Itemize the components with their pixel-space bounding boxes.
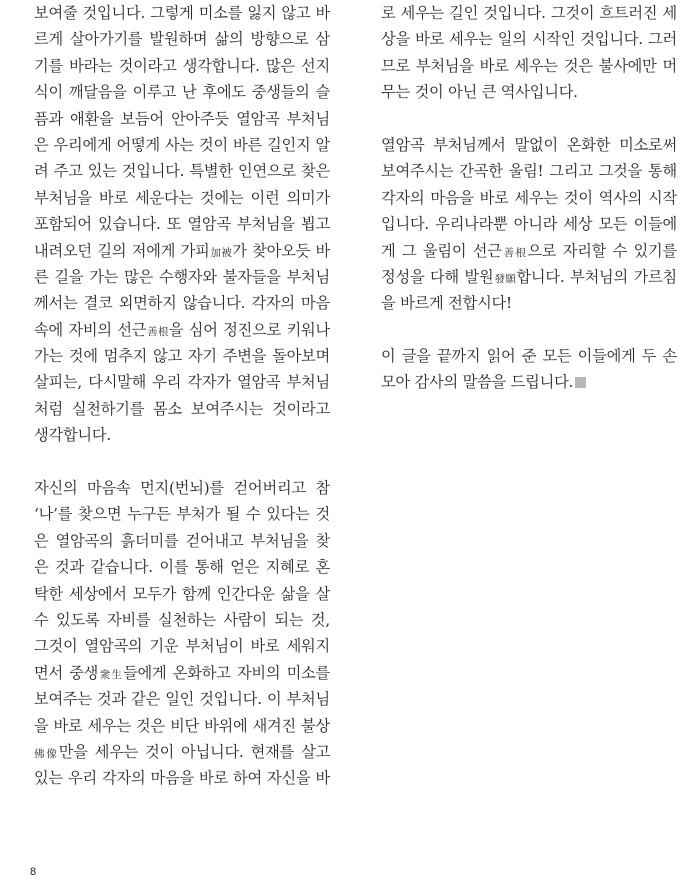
text-line: 상을 바로 세우는 일의 시작인 것입니다. 그러: [381, 30, 677, 49]
hanja-annotation: 佛像: [34, 747, 59, 760]
text-segment: 속에 자비의 선근: [34, 320, 147, 339]
left-paragraph-2: [34, 475, 330, 792]
text-line: 있는 우리 각자의 마음을 바로 하여 자신을 바: [34, 769, 330, 788]
text-line: 을 바로 세우는 것은 비단 바위에 새겨진 불상: [34, 716, 330, 735]
text-line: 부처님을 바로 세운다는 것에는 이런 의미가: [34, 188, 330, 207]
text-line: 식이 깨달음을 이루고 난 후에도 중생들의 슬: [34, 83, 330, 102]
text-line: 로 세우는 길인 것입니다. 그것이 흐트러진 세: [381, 4, 677, 22]
text-line: 이 글을 끝까지 읽어 준 모든 이들에게 두 손: [381, 347, 677, 366]
text-line: 은 것과 같습니다. 이를 통해 얻은 지혜로 혼: [34, 558, 330, 577]
text-line: 보여줄 것입니다. 그렇게 미소를 잃지 않고 바: [34, 4, 330, 22]
text-line: 은 우리에게 어떻게 사는 것이 바른 길인지 알: [34, 135, 330, 154]
text-segment: 을 심어 정진으로 키워나: [168, 320, 330, 339]
text-segment: 면서 중생: [34, 663, 99, 682]
text-line: 각자의 마음을 바로 세우는 것이 역사의 시작: [381, 188, 677, 207]
text-line: 픔과 애환을 보듬어 안아주듯 열암곡 부처님: [34, 109, 330, 128]
paragraph-gap: [381, 106, 677, 132]
text-line: [34, 660, 330, 686]
right-paragraph-2: [381, 132, 677, 317]
text-line: ‘나’를 찾으면 누구든 부처가 될 수 있다는 것: [34, 505, 330, 524]
text-line: 처럼 실천하기를 몸소 보여주시는 것이라고: [34, 399, 330, 418]
text-segment: 정성을 다해 발원: [381, 267, 494, 286]
text-line: 수 있도록 자비를 실천하는 사람이 되는 것,: [34, 610, 330, 629]
text-line: 므로 부처님을 바로 세우는 것은 불사에만 머: [381, 56, 677, 75]
text-line: [381, 369, 677, 395]
left-column: [34, 0, 330, 792]
text-line: 르게 살아가기를 발원하며 삶의 방향으로 삼: [34, 30, 330, 49]
text-line: [34, 317, 330, 343]
text-line: 그것이 열암곡의 기운 부처님이 바로 세워지: [34, 637, 330, 656]
text-line: 른 길을 가는 많은 수행자와 불자들을 부처님: [34, 267, 330, 286]
text-line: 을 바르게 전합시다!: [381, 294, 512, 313]
hanja-annotation: 善根: [146, 325, 169, 338]
hanja-annotation: 發願: [493, 272, 517, 285]
paragraph-gap: [34, 449, 330, 475]
text-line: 은 열암곡의 흙더미를 걷어내고 부처님을 찾: [34, 531, 330, 550]
text-line: 살피는, 다시말해 우리 각자가 열암곡 부처님: [34, 373, 330, 392]
page-number: 8: [30, 866, 37, 878]
text-segment: 모아 감사의 말씀을 드립니다.: [381, 373, 574, 392]
paragraph-gap: [381, 317, 677, 343]
text-line: 탁한 세상에서 모두가 함께 인간다운 삶을 살: [34, 584, 330, 603]
text-line: 보여주는 것과 같은 일인 것입니다. 이 부처님: [34, 690, 330, 709]
text-segment: 합니다. 부처님의 가르침: [516, 267, 677, 286]
text-line: 입니다. 우리나라뿐 아니라 세상 모든 이들에: [381, 215, 677, 234]
right-paragraph-3: [381, 343, 677, 396]
text-line: [34, 739, 330, 765]
text-line: 포함되어 있습니다. 또 열암곡 부처님을 뵙고: [34, 215, 330, 234]
text-line: 보여주시는 간곡한 울림! 그리고 그것을 통해: [381, 162, 677, 181]
right-column: [381, 0, 677, 396]
text-segment: 만을 세우는 것이 아닙니다. 현재를 살고: [58, 742, 331, 761]
text-line: 자신의 마음속 먼지(번뇌)를 걷어버리고 참: [34, 479, 330, 498]
right-paragraph-1: [381, 0, 677, 106]
text-line: [381, 264, 677, 290]
text-line: 무는 것이 아닌 큰 역사입니다.: [381, 83, 578, 102]
text-line: 께서는 결코 외면하지 않습니다. 각자의 마음: [34, 294, 330, 313]
text-line: 려 주고 있는 것입니다. 특별한 인연으로 찾은: [34, 162, 330, 181]
text-segment: 게 그 울림이 선근: [381, 241, 502, 260]
hanja-annotation: 善根: [501, 246, 528, 259]
text-line: 생각합니다.: [34, 426, 111, 445]
text-line: 열암곡 부처님께서 말없이 온화한 미소로써: [381, 135, 677, 154]
left-paragraph-1: [34, 0, 330, 449]
end-of-article-square-icon: [575, 377, 586, 388]
text-line: [34, 238, 330, 264]
text-line: 가는 것에 멈추지 않고 자기 주변을 돌아보며: [34, 347, 330, 366]
text-line: [381, 238, 677, 264]
text-segment: 으로 자리할 수 있기를: [527, 241, 677, 260]
hanja-annotation: 加被: [209, 246, 233, 259]
text-segment: 들에게 온화하고 자비의 미소를: [123, 663, 331, 682]
text-line: 기를 바라는 것이라고 생각합니다. 많은 선지: [34, 56, 330, 75]
text-segment: 내려오던 길의 저에게 가피: [34, 241, 210, 260]
text-segment: 가 찾아오듯 바: [232, 241, 330, 260]
hanja-annotation: 衆生: [98, 668, 124, 681]
